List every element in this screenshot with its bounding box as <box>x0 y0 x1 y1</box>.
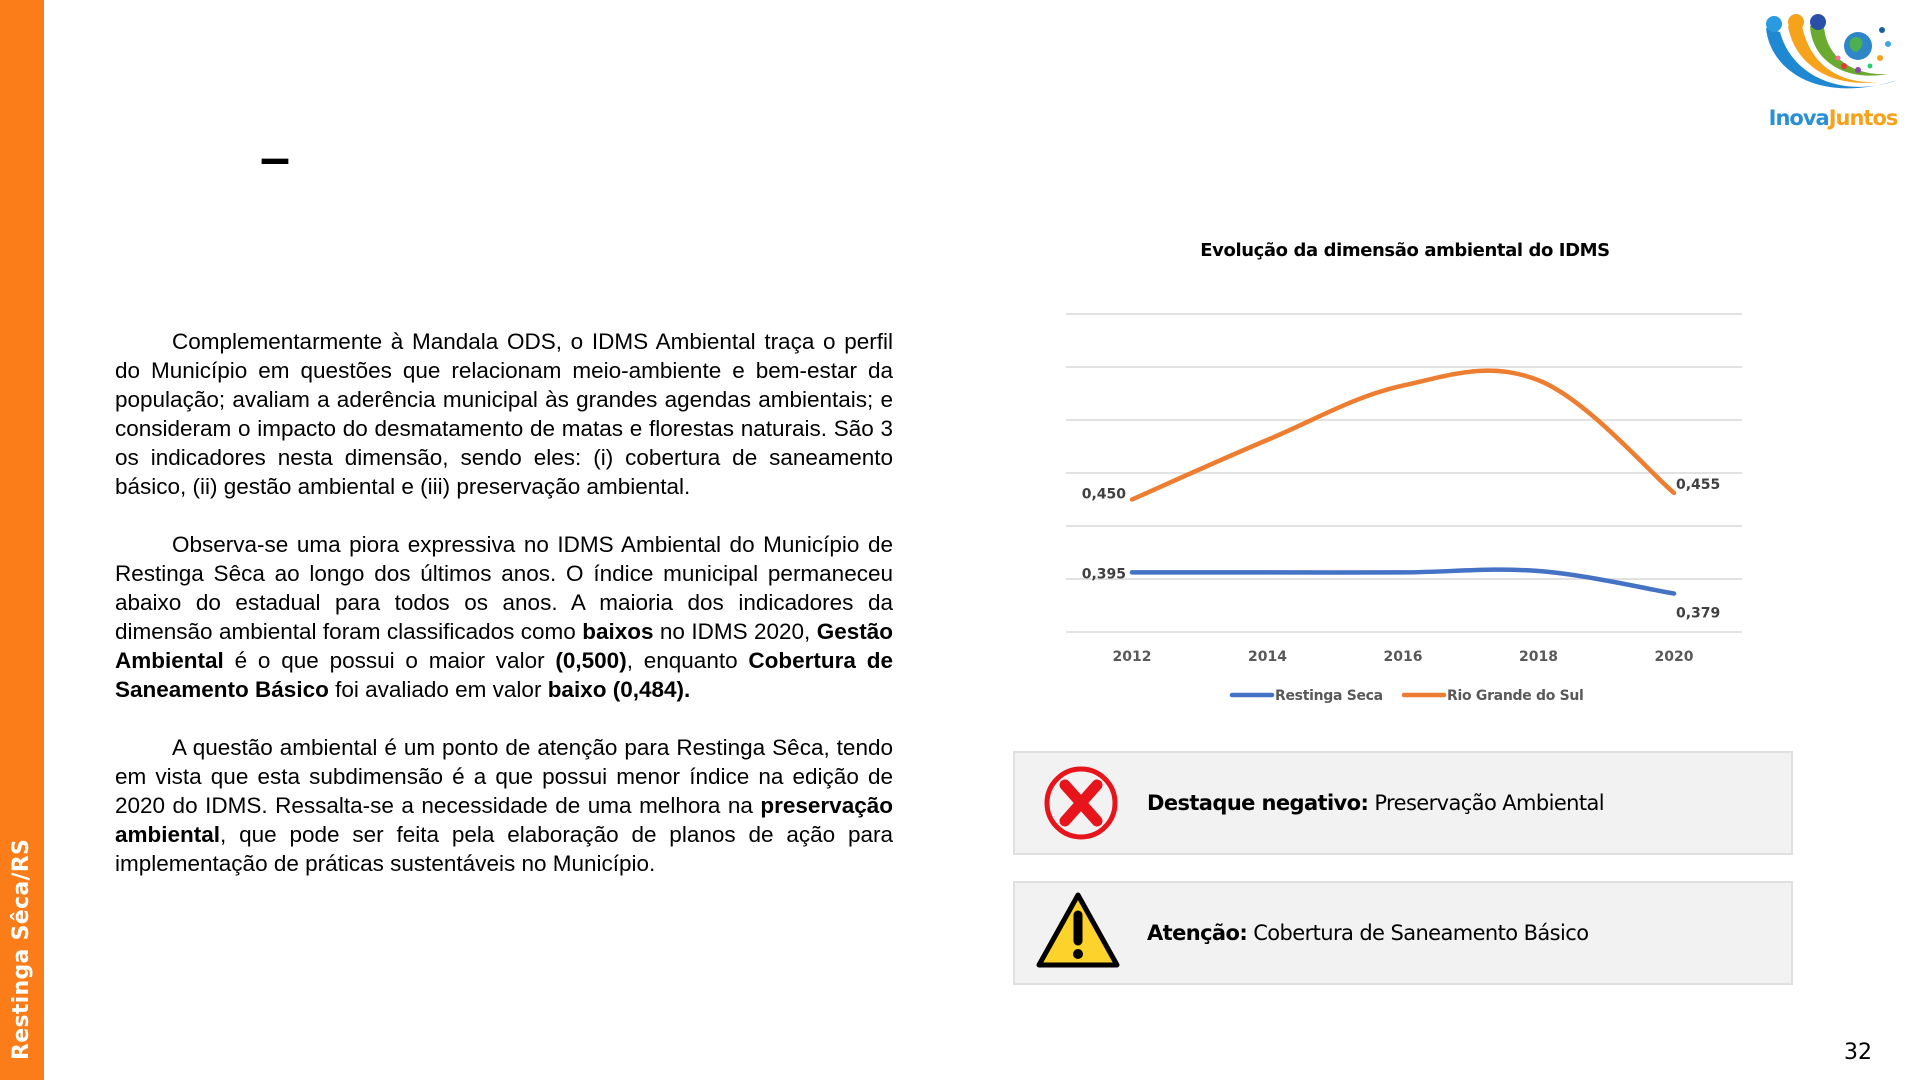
page-title: – <box>260 128 291 188</box>
x-tick-label: 2018 <box>1519 649 1558 665</box>
chart-title: Evolução da dimensão ambiental do IDMS <box>1200 240 1610 261</box>
text-segment: é o que possui o maior valor <box>223 648 556 673</box>
data-label: 0,379 <box>1676 605 1721 622</box>
data-label: 0,455 <box>1676 476 1721 493</box>
text-segment: , que pode ser feita pela elaboração de planos de ação para implementação de práticas sustentáveis no Município. <box>115 822 893 876</box>
bold-text: Gestão Ambiental <box>115 619 893 673</box>
error-x-icon <box>1041 763 1121 843</box>
body-text <box>115 327 893 907</box>
x-tick-label: 2014 <box>1248 649 1287 665</box>
text-segment: Observa-se uma piora expressiva no IDMS Ambiental do Município de Restinga Sêca ao longo dos últimos anos. O índice municipal permaneceu abaixo do estadual para todos os anos. A maioria dos indicadores da dimensão ambiental foram classificados como <box>115 532 893 644</box>
series-line-restinga-seca <box>1132 570 1674 594</box>
logo-text-inova: Inova <box>1768 106 1829 130</box>
text-segment: foi avaliado em valor <box>328 677 548 702</box>
bold-text: (0,500) <box>555 648 627 673</box>
warning-triangle-icon <box>1035 891 1121 971</box>
callout-negative-value: Preservação Ambiental <box>1368 791 1605 815</box>
paragraph-2 <box>115 530 893 704</box>
callout-attention-text <box>1147 883 1588 983</box>
bold-text: preservação ambiental <box>115 793 893 847</box>
inova-juntos-logo <box>1758 10 1908 138</box>
data-label: 0,395 <box>1081 566 1126 583</box>
legend-label: Rio Grande do Sul <box>1447 688 1584 704</box>
legend-label: Restinga Seca <box>1275 688 1383 704</box>
callout-attention-label: Atenção: <box>1147 921 1248 945</box>
text-segment: A questão ambiental é um ponto de atenção para Restinga Sêca, tendo em vista que esta subdimensão é a que possui menor índice na edição de 2020 do IDMS. Ressalta-se a necessidade de uma melhora na <box>115 735 893 818</box>
side-bar <box>0 0 44 1080</box>
series-line-rio-grande-do-sul <box>1132 371 1674 500</box>
side-label: Restinga Sêca/RS <box>9 838 34 1060</box>
bold-text: baixos <box>582 619 654 644</box>
x-tick-label: 2012 <box>1112 649 1152 665</box>
callout-negative-label: Destaque negativo: <box>1147 791 1369 815</box>
bold-text: baixo (0,484). <box>547 677 691 702</box>
callout-attention <box>1013 881 1793 985</box>
text-segment: , enquanto <box>626 648 749 673</box>
bold-text: Cobertura de Saneamento Básico <box>115 648 893 702</box>
callout-negative <box>1013 751 1793 855</box>
callout-attention-value: Cobertura de Saneamento Básico <box>1247 921 1589 945</box>
page-number: 32 <box>1844 1040 1872 1065</box>
data-label: 0,450 <box>1081 486 1126 503</box>
paragraph-1: Complementarmente à Mandala ODS, o IDMS Ambiental traça o perfil do Município em questões que relacionam meio-ambiente e bem-estar da população; avaliam a aderência municipal às grandes agendas ambientais; e consideram o impacto do desmatamento de matas e florestas naturais. São 3 os indicadores nesta dimensão, sendo eles: (i) cobertura de saneamento básico, (ii) gestão ambiental e (iii) preservação ambiental. <box>115 329 893 499</box>
callout-negative-text <box>1147 753 1604 853</box>
line-chart <box>1050 300 1770 720</box>
text-segment: no IDMS 2020, <box>653 619 817 644</box>
logo-text-juntos: Juntos <box>1828 106 1898 130</box>
logo-text <box>1758 106 1908 130</box>
logo-graphic <box>1758 10 1908 110</box>
x-tick-label: 2016 <box>1383 649 1423 665</box>
paragraph-3 <box>115 733 893 878</box>
x-tick-label: 2020 <box>1654 649 1694 665</box>
